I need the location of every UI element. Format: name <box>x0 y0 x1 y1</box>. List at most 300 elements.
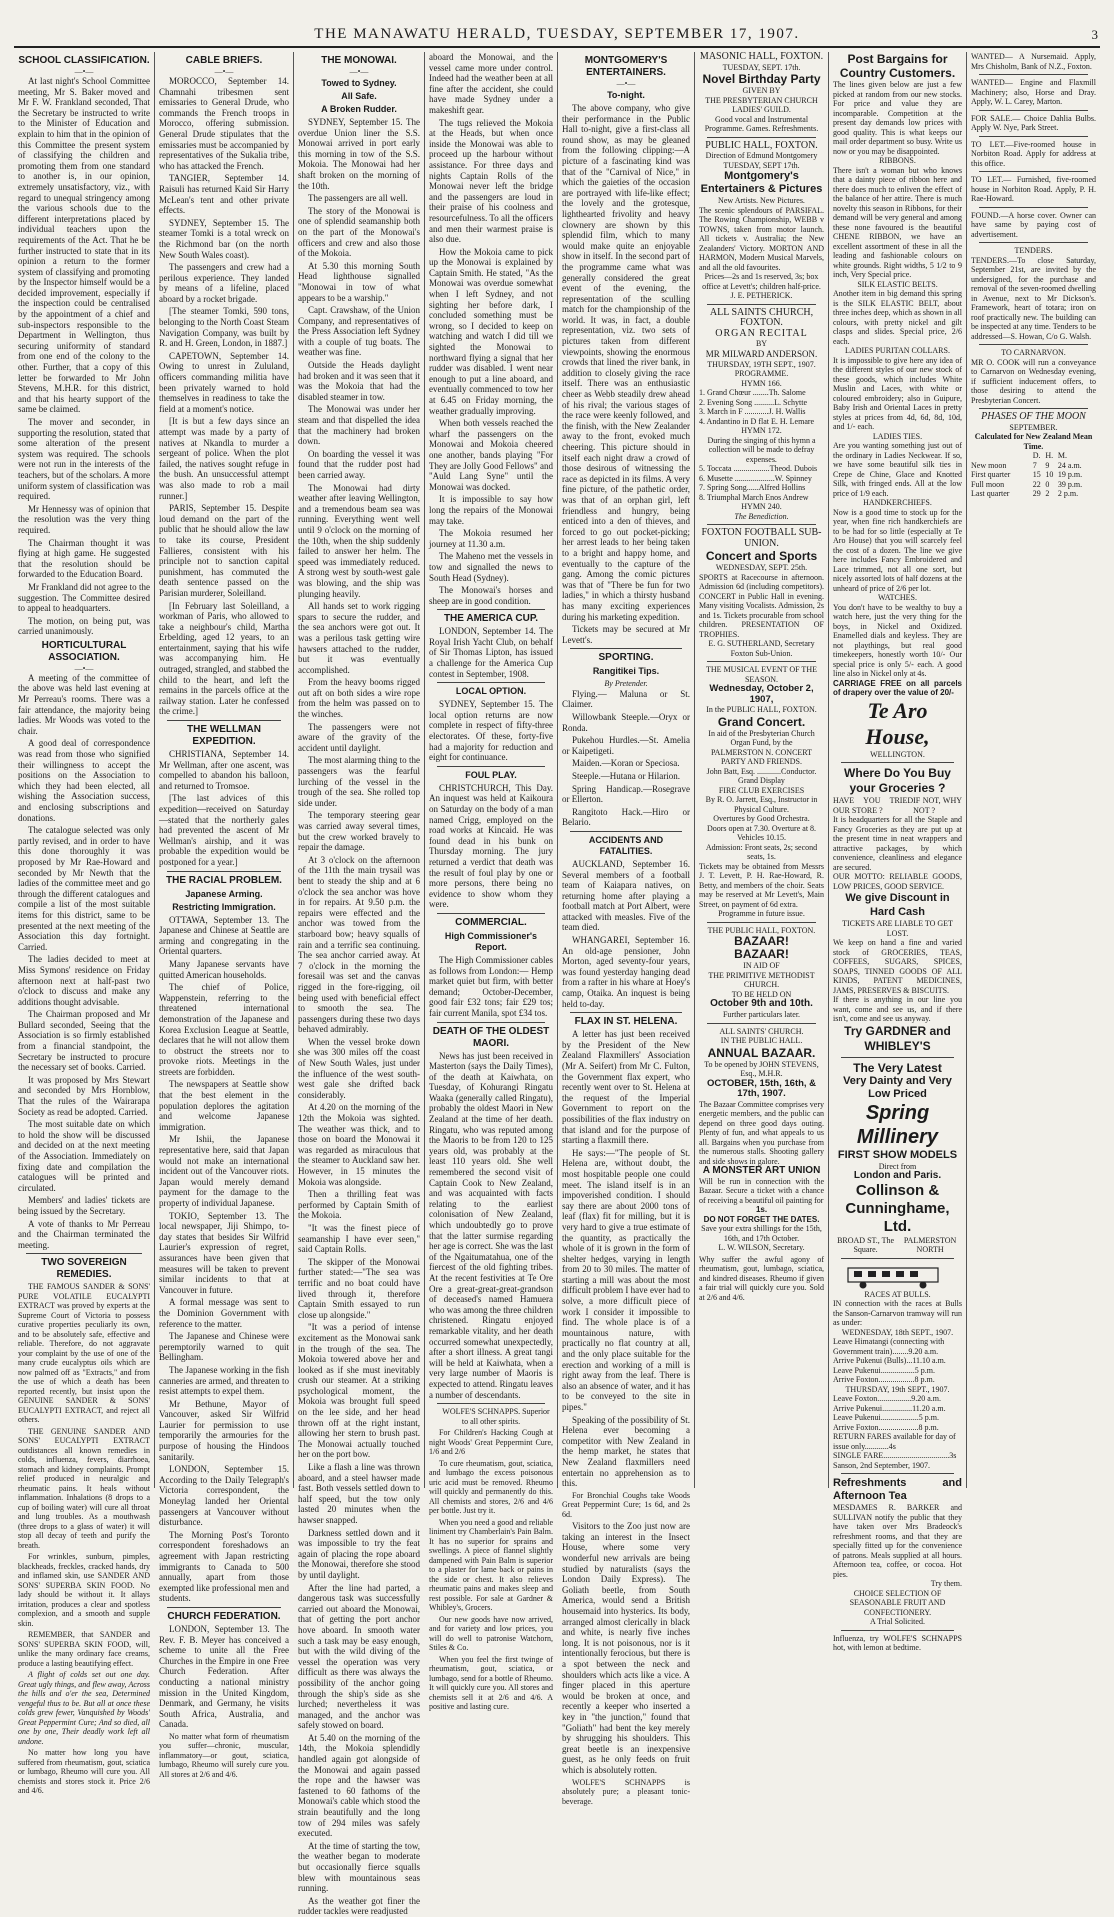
advert-text: A Trial Solicited. <box>870 1617 925 1627</box>
advert-sign: E. G. SUTHERLAND, Secretary Foxton Sub-Union. <box>708 639 815 658</box>
table-header: M. <box>1057 451 1068 461</box>
advert-text: GIVEN BY <box>742 86 781 96</box>
program-item: 4. Andantino in D flat E. H. Lemare <box>699 416 815 426</box>
advert-date: TUESDAY, SEPT. 17th. <box>722 62 801 72</box>
advert-text: In the PUBLIC HALL, FOXTON. <box>706 705 817 715</box>
advert-head: Very Dainty and Very Low Priced <box>843 1074 952 1100</box>
advert-title: THE PUBLIC HALL, FOXTON. <box>707 925 816 935</box>
classified-ad: FOUND.—A horse cover. Owner can have same by paying cost of advertisement. <box>971 210 1096 239</box>
article-text: No matter how long you have suffered from rheumatism, gout, sciatica or lumbago, Rheumo will cure you. All chemists and stores stock it. Price 2/6 and 4/6. <box>18 1748 150 1796</box>
article-text: [It is but a few days since an attempt was made by a party of natives at Nkandla to murder a sergeant of police. When the plot failed, the natives sought refuge in the bush. An unsuccessful attempt was also made to rob a mail runner.] <box>159 416 289 501</box>
advert-text: We keep on hand a fine and varied stock of GROCERIES, TEAS, COFFEES, SUGARS, SPICES, SOAPS, TINNED GOODS OF ALL KINDS, PATENT MEDICINES, JAMS, PRESERVES & BISCUITS. <box>833 938 962 995</box>
advert-date: Wednesday, October 2, 1907, <box>709 683 814 705</box>
headline: COMMERCIAL. <box>455 916 527 928</box>
article-text: The temporary steering gear was carried away several times, but the crew worked bravely to repair the damage. <box>298 810 420 853</box>
article-text: The High Commissioner cables as follows from London:— Hemp market quiet but firm, with better demand; October-December, good fair £32 tons; fair £29 tos; fair current Manila, spot £34 tos. <box>429 954 553 1018</box>
timetable-row: Leave Pukenui.................5 p.m. <box>833 1365 935 1375</box>
advert-head: Novel Birthday Party <box>702 72 821 87</box>
advert-text: OUR MOTTO: RELIABLE GOODS, LOW PRICES, GOOD SERVICE. <box>833 872 962 891</box>
advert-head: Refreshments and Afternoon Tea <box>833 1477 962 1503</box>
advert-subhead: HANDKERCHIEFS. <box>863 498 932 507</box>
program-item: 2. Evening Song ..........L. Schytte <box>699 397 807 407</box>
article-text: Many Japanese servants have quitted American households. <box>159 958 289 980</box>
advert-sign: Sanson, 2nd September, 1907. <box>833 1460 931 1470</box>
article-text: At the time of starting the tow, the weather began to moderate but occasionally fierce squalls blew with mountainous seas running. <box>298 1840 420 1894</box>
article-text: Outside the Heads daylight had broken and it was seen that it was the Mokoia that had the disabled steamer in tow. <box>298 360 420 402</box>
article-text: All hands set to work rigging spars to secure the rudder, and the sea anchors were got out. It was a perilous task getting wire hawsers attached to the rudder, but it was eventually accomplished. <box>298 601 420 675</box>
advert-head: Montgomery's Entertainers & Pictures <box>700 170 823 196</box>
advert-text: Doors open at 7.30. Overture at 8. Vehicles 10.15. <box>706 823 817 843</box>
article-text: Rangitoto Hack.—Hiro or Belario. <box>562 806 690 828</box>
column-4 <box>425 52 557 1712</box>
article-text: The Monowai had dirty weather after leaving Wellington, and a tremendous beam sea was running. Everything went well until 9 o'clock on the morning of the 10th, when the ship suddenly failed to answer her helm. The speed was immediately reduced. A strong west by south-west gale was blowing, and the ship was plunging heavily. <box>298 482 420 599</box>
advert-text: Good vocal and Instrumental Programme. Games. Refreshments. <box>704 114 819 134</box>
advert-text: Overtures by Good Orchestra. <box>713 814 810 824</box>
section-head: TO CARNARVON. <box>1001 348 1066 357</box>
advert-text: WELLINGTON. <box>870 749 925 759</box>
ornament: —•— <box>74 663 94 673</box>
table-row: Last quarter 29 2 2 p.m. <box>971 489 1079 499</box>
advert-head: We give Discount in Hard Cash <box>845 892 950 918</box>
advert-text: The Bazaar Committee comprises very energetic members, and the public can depend on three good days outing. Plenty of fun, and what appeals to us all. Bargains when you purchase from the numerous stalls. Shooting gallery and side shows in galore. <box>699 1099 824 1166</box>
advert-brand: Collinson & Cunninghame, Ltd. <box>845 1181 950 1235</box>
section-head: TENDERS. <box>1014 246 1053 255</box>
advert-text: John Batt, Esq. ............Conductor. <box>706 766 817 776</box>
masthead-title: THE MANAWATU HERALD, TUESDAY, SEPTEMBER 17, 1907. <box>314 26 800 42</box>
advert-text: Another item in big demand this spring is the SILK ELASTIC BELT, about three inches deep, which as shown in all colours, with pretty nickel and gilt clasps and slides. Special price, 2/6 each. <box>833 289 962 346</box>
advert-text: The lines given below are just a few picked at random from our new stocks. For price and value they are incomparable. Competition at the present day demands low prices with good quality. This is what keeps our mail order department so busy. Write us now or you may be disappointed. <box>833 80 962 156</box>
section-head: PHASES OF THE MOON <box>981 411 1086 422</box>
advert-date: OCTOBER, 15th, 16th, & 17th, 1907. <box>706 1077 817 1100</box>
headline: FLAX IN ST. HELENA. <box>574 1016 678 1028</box>
advert-birthday-party <box>699 52 824 134</box>
article-text: The most suitable date on which to hold the show will be discussed and decided on at the next meeting of the Association. Immediately on fixing date and compilation the catalogues will be printed and circulated. <box>18 1119 150 1193</box>
table-header: D. <box>1032 451 1041 461</box>
article-text: The newspapers at Seattle show that the best element in the population deplores the agitation and welcome Japanese immigration. <box>159 1079 289 1132</box>
timetable-row: Leave Foxton.................9.20 a.m. <box>833 1394 941 1404</box>
article-text: Maiden.—Koran or Speciosa. <box>572 758 680 769</box>
article-text: THE FAMOUS SANDER & SONS' PURE VOLATILE EUCALYPTI EXTRACT was proved by experts at the Supreme Court of Victoria to possess curative properties peculiarly its own, and to be absolutely safe, effective and reliable. Therefore, do not aggravate your complaint by the use of one of the many crude eucalyptus oils which are now palmed off as "Extracts," and from the use of which a death has been reported recently, but insist upon the GENUINE SANDER & SONS' EUCALYPTI EXTRACT, and reject all others. <box>18 1282 150 1425</box>
timetable-row: Arrive Pukenui (Bulls)...11.10 a.m. <box>833 1356 946 1366</box>
advert-text: CARRIAGE FREE on all parcels of drapery over the value of 20/- <box>833 678 962 697</box>
headline: SCHOOL CLASSIFICATION. <box>18 55 150 66</box>
advert-text: Prices—2s and 1s reserved, 3s; box office at Levett's; children half-price. <box>702 272 821 291</box>
article-text: When both vessels reached the wharf the passengers on the Monowai and Mokoia cheered one another, bands playing "For They are Jolly Good Fellows" and "Auld Lang Syne" until the Monowai was docked. <box>429 418 553 492</box>
advert-text: Direction of Edmund Montgomery TUESDAY, SEPT 17th. <box>705 151 818 170</box>
article-text: The Chairman proposed and Mr Bullard seconded, Seeing that the Association is so firmly established from a financial standpoint, the Secretary be instructed to procure the necessary set of books. Carried. <box>18 1009 150 1073</box>
article-text: The above company, who give their performance in the Public Hall to-night, give a first-class all round show, as may be gleaned from the following clipping:—A picture of a fascinating kind was that of the "Carnival of Nice," in which the gaieties of the occasion are portrayed with life-like effect; the lovely and the grotesque, lighthearted frivolity and heavy clownery are shown by this splendid film, which to many would make quite an enjoyable show in itself. In the second part of the programme came what was generally considered the great event of the evening, the representation of the sculling match for the championship of the world. It was, in fact, a double representation, viz. two sets of pictures taken from different viewpoints, showing the enormous crowds that lined the river bank, in addition to closely giving the race itself. There was an enthusiastic cheer as Webb steadily drew ahead of his rival; the various stages of the race were keenly followed, and the finish, with the New Zealander away to the front, evoked much cheering. This picture should in itself each night draw a crowd of those desirous of witnessing the race as depicted in its films. A very fine picture, of the pathetic order, was that of an orphan girl, left friendless and hungry, being enticed into a den of thieves, and forced to go out pocket-picking; her arrest leads to her being taken to a bright and happy home, and eventually to the capture of the gang. Among the comic pictures was that of "There be fun for two ladies," in which a thirsty husband has many exciting experiences during his marketing expedition. <box>562 103 690 622</box>
article-text: Capt. Crawshaw, of the Union Company, and representatives of the Press Association left Sydney with a couple of tug boats. The weather was fine. <box>298 305 420 358</box>
program-item: 7. Spring Song......Alfred Hollins <box>699 483 806 493</box>
article-text: How the Mokoia came to pick up the Monowai is explained by Captain Smith. He stated, "As the Monowai was overdue somewhat when I left Sydney, and not sighting her before dark, I concluded something must be wrong, so I decided to keep on watching and watch I did till we sighted the Monowai to northward flying a signal that her rudder was disabled. I went near enough to put a line aboard, and eventually commenced to tow her at 6.45 on Friday morning, the weather gradually improving. <box>429 246 553 416</box>
column-1 <box>14 52 154 1796</box>
advert-text: For Bronchial Coughs take Woods Great Peppermint Cure; 1s 6d, and 2s 6d. <box>562 1490 690 1519</box>
table-header: H. <box>1045 451 1054 461</box>
program-item: HYMN 240. <box>741 502 782 512</box>
advert-subhead: SILK ELASTIC BELTS. <box>857 279 938 289</box>
classified-ad: FOR SALE.— Choice Dahlia Bulbs. Apply W. Nye, Park Street. <box>971 113 1096 132</box>
article-text: News has just been received in Masterton (says the Daily Times), of the death at Kaiwhata, on Tuesday, of Kohurangi Ringatu Waaka (generally called Ringatu), probably the oldest Maori in New Zealand at the time of her death. Ringatu, who was reputed among the Maoris to be from 120 to 125 years old, was probably at the least 110 years old. She well remembered the second visit of Captain Cook to New Zealand, and was acquainted with facts relating to the earliest colonisation of New Zealand, which undoubtedly go to prove that the latter surmise regarding her age is correct. She was the last of the Ngaitumatahua, one of the fiercest of the old fighting tribes. At the recent festivities at Te Ore Ore a great-great-great-grandson of deceased's named Hamuera who was among the three children christened. Ringatu enjoyed remarkable vitality, and her death occurred somewhat unexpectedly, after a short illness. A great tangi will be held at Kaiwhata, when a very large number of Maoris is expected to attend. Ringatu leaves a number of descendants. <box>429 1050 553 1400</box>
advert-text: TO BE HELD ON <box>731 989 792 999</box>
article-text: SYDNEY, September 15. The steamer Tomki is a total wreck on the Richmond bar (on the north New South Wales coast). <box>159 217 289 260</box>
advert-text: Save your extra shillings for the 15th, 16th, and 17th October. <box>701 1224 822 1243</box>
article-text: CHRISTIANA, September 14. Mr Wellman, after one ascent, was compelled to abandon his balloon, and returned to Tromsoe. <box>159 749 289 791</box>
advert-date: THURSDAY, 19th SEPT., 1907. <box>845 1384 950 1394</box>
article-text: MOROCCO, September 14. Chamnahi tribesmen sent emissaries to General Drude, who commands the French troops in Morocco, offering submission. General Drude stipulates that the emissaries must be accompanied by representatives of the Sukalia tribe, who has attacked the French. <box>159 76 289 171</box>
advert-text: Further particulars later. <box>722 1010 801 1020</box>
headline: FOUL PLAY. <box>465 769 517 780</box>
headline: THE RACIAL PROBLEM. <box>166 874 282 886</box>
advert-text: It is impossible to give here any idea of the different styles of our new stock of these goods, which includes White Muslin and Laces, with white or coloured embroidery; also in Guipure, Baby Irish and Oriental Laces in pretty styles at prices from 4d, 6d, 8d, 10d, and 1/- each. <box>833 355 962 431</box>
ornament: —•— <box>74 67 94 76</box>
advert-text: DO NOT FORGET THE DATES. <box>703 1214 820 1224</box>
article-text: LONDON, September 14. The Royal Irish Yacht Club, on behalf of Sir Thomas Lipton, has issued a challenge for the America Cup contest in September, 1908. <box>429 626 553 679</box>
headline: ACCIDENTS AND FATALITIES. <box>588 834 664 856</box>
article-text: CAPETOWN, September 14. Owing to unrest in Zululand, officers commanding militia have been privately warned to hold themselves in readiness to take the field at a moment's notice. <box>159 350 289 414</box>
subheadline: Restricting Immigration. <box>172 901 276 912</box>
headline: THE MONOWAI. <box>321 55 397 66</box>
advert-text: IN AID OF <box>743 961 780 971</box>
advert-text: FIRE CLUB EXERCISES <box>718 785 805 795</box>
advert-text: Programme in future issue. <box>718 909 805 919</box>
article-text: The most alarming thing to the passengers was the fearful lurching of the vessel in the trough of the sea. She rolled top side under. <box>298 755 420 808</box>
advert-head: Grand Concert. <box>717 714 806 729</box>
article-text: On boarding the vessel it was found that the rudder post had been carried away. <box>298 448 420 480</box>
advert-head: Where Do You Buy your Groceries ? <box>844 766 951 795</box>
program-item: During the singing of this hymn a collection will be made to defray expenses. <box>707 435 816 464</box>
classified-ad: WANTED— Engine and Flaxmill Machinery; also, Horse and Dray. Apply, W. L. Carey, Marton. <box>971 78 1096 106</box>
article-text: THE GENUINE SANDER AND SONS' EUCALYPTI EXTRACT outdistances all known remedies in colds, influenza, fevers, diarrhoea, stomach and kidney complaints. Prompt relief produced in neuralgic and rheumatic pains. It heals without inflammation. Inhalations (8 drops to a cup of boiling water) will cure all throat and lung troubles. As a mouthwash (three drops to a glass of water) it will stop all decay of teeth and purify the breath. <box>18 1426 150 1550</box>
article-text: AUCKLAND, September 16. Several members of a football team of Kaiapara natives, on returning home after playing a football match at Port Albert, were attacked with measles. Five of the team died. <box>562 858 690 933</box>
article-text: It was proposed by Mrs Stewart and seconded by Mrs Hornblow, That the rules of the Wairarapa Society as read be adopted. Carried. <box>18 1074 150 1117</box>
headline: MONTGOMERY'S ENTERTAINERS. <box>584 55 668 78</box>
article-text: Pukehou Hurdles.—St. Amelia or Kaipetigeti. <box>562 735 690 756</box>
advert-text: TICKETS ARE LIABLE TO GET LOST. <box>842 919 953 938</box>
program-item: 6. Musette ....................W. Spinney <box>699 473 812 483</box>
table-row: First quarter 15 10 19 p.m. <box>971 470 1083 480</box>
advert-subhead: LADIES PURITAN COLLARS. <box>845 346 950 355</box>
article-text: SYDNEY, September 15. The overdue Union liner the S.S. Monowai arrived in port early this morning in tow of the S.S. Mokoia. The Monowai had her shaft broken on the morning of the 10th. <box>298 117 420 191</box>
article-text: aboard the Monowai, and the vessel came more under control. Indeed had the weather been at all fine after the accident, she could have made Sydney under a makeshift gear. <box>429 52 553 115</box>
table-header <box>971 451 1033 461</box>
article-text: At 3 o'clock on the afternoon of the 11th the main trysail was bent to steady the ship and at 6 o'clock the sea anchor was hove in for repairs. At 9.50 p.m. the repairs were effected and the anchor was towed from the starboard bow; heavy squalls of rain and a terrific sea continuing. The sea anchor carried away. At 7 o'clock in the morning the foresail was set and the canvas rigged in the fore-rigging, oil being used with beneficial effect to smooth the sea. The passengers during these two days behaved admirably. <box>298 854 420 1035</box>
article-text: A meeting of the committee of the above was held last evening at Mr Perreau's rooms. There was a fair attendance, the majority being ladies. Mr Woods was voted to the chair. <box>18 672 150 736</box>
headline: TWO SOVEREIGN REMEDIES. <box>41 1257 127 1281</box>
advert-text: BY <box>755 339 768 349</box>
article-text: As the weather got finer the rudder tackles were readjusted <box>298 1895 420 1917</box>
advert-text: To be opened by JOHN STEVENS, Esq., M.H.R. <box>704 1059 819 1079</box>
subheadline: Rangitikei Tips. <box>592 666 660 677</box>
advert-date: WEDNESDAY, SEPT. 25th. <box>715 563 808 573</box>
advert-text: For Children's Hacking Cough at night Woods' Great Peppermint Cure, 1/6 and 2/6 <box>429 1428 553 1457</box>
ornament: —•— <box>349 67 369 76</box>
advert-text: SINGLE FARE.................................3s <box>833 1451 957 1461</box>
article-text: SYDNEY, September 15. The local option returns are now complete in respect of fifty-three electorates. Of these, forty-five had a majority for reduction and eight for continuance. <box>429 699 553 763</box>
advert-subhead: WATCHES. <box>878 593 917 602</box>
article-text: The ladies decided to meet at Miss Symons' residence on Friday afternoon next at half-past two o'clock to discuss and make any additions thought advisable. <box>18 954 150 1007</box>
headline: DEATH OF THE OLDEST MAORI. <box>432 1025 550 1049</box>
advert-text: PALMERSTON NORTH <box>903 1235 957 1255</box>
advert-date: October 9th and 10th. <box>710 998 813 1010</box>
advert-text: MESDAMES R. BARKER and SULLIVAN notify the public that they have taken over Mrs Bradeock's refreshment rooms, and that they are specially fitted up for the convenience of patrons. Meals supplied at all hours. Afternoon tea, coffee, or cocoa. Hot pies. <box>833 1503 962 1579</box>
article-text: The Monowai was under her steam and that dispelled the idea that the machinery had broken down. <box>298 404 420 447</box>
headline: THE WELLMAN EXPEDITION. <box>187 724 261 748</box>
advert-text: SPORTS at Racecourse in afternoon. Admission 6d (including competitors). CONCERT in Public Hall in evening. Many visiting Vocalists. Admission, 2s and 1s. Tickets procurable from school children. PRESENTATION OF TROPHIES. <box>699 572 824 639</box>
article-text: Tickets may be secured at Mr Levett's. <box>562 624 690 645</box>
advert-head: The Very Latest <box>853 1060 942 1075</box>
masthead <box>14 20 1100 48</box>
advert-subhead: RIBBONS. <box>879 156 916 165</box>
headline: CABLE BRIEFS. <box>185 55 263 66</box>
article-text: A flight of colds set out one day. Great ugly things, and flew away, Across the hills and o'er the sea, Determined vengeful thus to be. But all at once these colds grew fewer, Vanquished by Woods' Great Peppermint Cure; And so died, all one by one, Their deadly work left all undone. <box>18 1670 150 1746</box>
advert-text: There isn't a woman but who knows that a dainty piece of ribbon here and there does much to enliven the effect of the balance of her attire. There is much novelty this season in Ribbons, for their demand will be very general and among these none favoured is the beautiful CHENE RIBBON, we have an excellent assortment of these in all the leading and fashionable colours on white grounds. Right widths, 5 1/2 to 9 inch, Very Special price. <box>833 165 962 279</box>
advert-text: Are you wanting something just out of the ordinary in Ladies Neckwear. If so, we have some beautiful silk ties in Crepe de Chine, Glace and Knotted Silk, with fringed ends. All at the low price of 1/9 each. <box>833 441 962 498</box>
program-item: The Benediction. <box>734 511 789 521</box>
ornament: —•— <box>214 67 234 76</box>
advert-head: Post Bargains for Country Customers. <box>839 52 956 80</box>
advert-text: IF NOT, WHY NOT ? <box>913 796 962 815</box>
article-text: The motion, on being put, was carried unanimously. <box>18 615 150 637</box>
article-text: "It was a period of intense excitement as the Monowai sank in the trough of the sea. The Mokoia towered above her and looked as if she must inevitably crush our steamer. At a striking psychological moment, the Mokoia was brought full speed on the lee side, and her head thrown off at the right instant, allowing her stern to brush past. The Monowai actually touched her on the port bow. <box>298 1322 420 1460</box>
article-text: The tugs relieved the Mokoia at the Heads, but when once inside the Monowai was able to proceed up the harbour without assistance. For three days and nights Captain Rolls of the Monowai never left the bridge and the passengers are loud in their praise of his coolness and resourcefulness. To all the officers and men their warmest praise is also due. <box>429 117 553 245</box>
advert-montgomery <box>699 141 824 301</box>
subheadline: To-night. <box>607 90 645 100</box>
article-text: Steeple.—Hutana or Hilarion. <box>572 770 680 781</box>
article-text: The Japanese and Chinese were peremptorily warned to quit Bellingham. <box>159 1331 289 1363</box>
article-text: No matter what form of rheumatism you suffer—chronic, muscular, inflammatory—or gout, sciatica, lumbago, Rheumo will surely cure you. All stores at 2/6 and 4/6. <box>159 1731 289 1779</box>
advert-head: ORGAN RECITAL <box>715 327 808 339</box>
column-8 <box>967 52 1100 1488</box>
article-text: Mr Hennessy was of opinion that the resolution was the very thing required. <box>18 503 150 535</box>
timetable-row: Arrive Pukenui...............11.20 a.m. <box>833 1403 946 1413</box>
column-7 <box>829 52 966 1653</box>
article-text: Then a thrilling feat was performed by Captain Smith of the Mokoia. <box>298 1189 420 1221</box>
table-row: Full moon 22 0 39 p.m. <box>971 479 1083 489</box>
article-text: Mr Bethune, Mayor of Vancouver, asked Sir Wilfrid Laurier for permission to use temporarily the armouries for the purpose of housing the Hindoos sanitarily. <box>159 1398 289 1462</box>
article-text: CHRISTCHURCH, This Day. An inquest was held at Kaikoura on Saturday on the body of a man named Crigg, employed on the road works at Kincaid. He was found dead in his bunk on Thursday morning. The jury returned a verdict that death was the result of foul play by one or more persons, there being no evidence to show whom they were. <box>429 782 553 910</box>
advert-subhead: LADIES TIES. <box>872 431 923 441</box>
headline: THE AMERICA CUP. <box>443 613 539 625</box>
article-text: At 5.40 on the morning of the 14th, the Mokoia splendidly handled again got alongside of the Monowai and again passed the rope and the hawser was fastened to 60 fathoms of the Monowai's cable which stood the strain beautifully and the long tow of 294 miles was safely executed. <box>298 1732 420 1839</box>
subheadline: A Broken Rudder. <box>321 104 397 114</box>
article-text: The Japanese working in the fish canneries are armed, and threaten to resist attempts to expel them. <box>159 1364 289 1397</box>
advert-concert-sports <box>699 528 824 658</box>
article-text: The passengers were not aware of the gravity of the accident until daylight. <box>298 721 420 753</box>
advert-sign: J. E. PETHERICK. <box>730 291 793 301</box>
advert-text: If there is anything in our line you want, come and see us, and if there isn't, come and see us anyway. <box>833 995 962 1023</box>
article-text: At 5.30 this morning South Head lighthouse signalled "Monowai in tow of what appears to be a warship." <box>298 260 420 303</box>
classified-ad: TO LET.—Five-roomed house in Norbiton Road. Apply for address at this office. <box>971 139 1096 168</box>
advert-text: You don't have to be wealthy to buy a watch here, just the very thing for the boys, in Nickel and Oxidized. Enamelled dials and keyless. They are not playthings, but real good timekeepers, honestly worth 10/- Our special price is only 5/- each. A good line also in Nickel only at 4s. <box>833 602 962 678</box>
advert-head: CHOICE SELECTION OF SEASONABLE FRUIT AND CONFECTIONERY. <box>849 1588 946 1617</box>
article-text: A vote of thanks to Mr Perreau and the Chairman terminated the meeting. <box>18 1218 150 1250</box>
article-text: TOKIO, September 13. The local newspaper, Jiji Shimpo, to-day states that besides Sir Wilfrid Laurier's expression of regret, assurances have been given that measures will be taken to prevent similar incidents to that at Vancouver in future. <box>159 1210 289 1295</box>
advert-organ-recital <box>699 308 824 521</box>
article-text: The Monowai's horses and sheep are in good condition. <box>429 585 553 606</box>
article-text: LONDON, September 15. According to the Daily Telegraph's Victoria correspondent, the Moneylag landed her Oriental passengers at Vancouver without disturbance. <box>159 1464 289 1528</box>
article-text: Speaking of the possibility of St. Helena ever becoming a competitor with New Zealand in the hemp market, he states that New Zealand flaxmillers need entertain no apprehension as to this. <box>562 1414 690 1489</box>
article-text: Spring Handicap.—Rosegrave or Ellerton. <box>562 783 690 805</box>
program-item: HYMN 172. <box>741 426 782 436</box>
advert-text: The scenic splendours of PARSIFAL. The Rowing Championship, WEBB v TOWNS, taken from motor launch. All tickets v. Australia; the New Zealanders' Victory. MORTON AND HARMON, Modern Musical Marvels, and all the old favourites. <box>699 205 824 272</box>
article-text: The skipper of the Monowai further stated:—"The sea was terrific and no boat could have lived through it, therefore Captain Smith essayed to run close up alongside." <box>298 1256 420 1320</box>
article-text: The passengers and crew had a perilous experience. They landed by means of a lifeline, placed aboard by a rocket brigade. <box>159 262 289 304</box>
subheadline: Japanese Arming. <box>185 888 263 899</box>
advert-head: BAZAAR! <box>734 947 789 962</box>
advert-text: WOLFE'S SCHNAPPS. Superior to all other spirits. <box>442 1407 550 1426</box>
advert-text: MR MILWARD ANDERSON. <box>705 348 818 359</box>
article-text: The Maheno met the vessels in tow and signalled the news to South Head (Sydney). <box>429 551 553 583</box>
column-3 <box>294 52 424 1917</box>
advert-bazaar <box>699 926 824 1020</box>
advert-text: By R. O. Jarrett, Esq., Instructor in Physical Culture. <box>705 795 818 814</box>
article-text: WHANGAREI, September 16. An old-age pensioner, John Morton, aged seventy-four years, was found yesterday hanging dead from a rafter in his whare at Hoey's camp, Otaika. An inquest is being held to-day. <box>562 935 690 1009</box>
article-text: REMEMBER, that SANDER and SONS' SUPERBA SKIN FOOD, will, unlike the many ordinary face creams, produce a lasting beautifying effect. <box>18 1630 150 1668</box>
advert-millinery <box>833 1061 962 1255</box>
advert-text: Now is a good time to stock up for the year, when fine rich handkerchiefs are to be had for so little (especially at Te Aro House) that you will scarcely feel the cost of a dozen. The line we give here includes Fancy Embroidered and Lace trimmed, not all one sort, but nicely assorted lots of half dozens at the unheard of price of 2/6 per lot. <box>833 507 962 593</box>
advert-title: PUBLIC HALL, FOXTON. <box>705 139 818 151</box>
advert-text: THE PRESBYTERIAN CHURCH LADIES' GUILD. <box>705 95 818 115</box>
advert-text: WOLFE'S SCHNAPPS is absolutely pure; a pleasant tonic-beverage. <box>562 1777 690 1806</box>
program-item: 3. March in F ............J. H. Wallis <box>699 407 806 417</box>
advert-text: It is headquarters for all the Staple and Fancy Groceries as they are put up at the present time in neat wrappers and attractive packages, by which convenience, cleanliness and elegance are secured. <box>833 815 962 872</box>
classified-ad: MR O. COOK will run a conveyance to Carnarvon on Wednesday evening, if sufficient inducement offers, to those desiring to attend the Presbyterian Concert. <box>971 357 1096 405</box>
article-text: Members' and ladies' tickets are being issued by the Secretary. <box>18 1195 150 1216</box>
column-6 <box>695 52 828 1488</box>
advert-title: MASONIC HALL, FOXTON. <box>699 51 824 62</box>
article-text: The Chairman thought it was flying at high game. He suggested that the resolution should be forwarded to the Education Board. <box>18 537 150 580</box>
advert-text: THE MUSICAL EVENT OF THE SEASON. <box>706 665 817 684</box>
article-text: The passengers are all well. <box>308 193 408 204</box>
article-text: "It was the finest piece of seamanship I have ever seen," said Captain Rolls. <box>298 1222 420 1255</box>
advert-brand: Try GARDNER and WHIBLEY'S <box>844 1023 951 1053</box>
article-text: LONDON, September 13. The Rev. F. B. Meyer has conceived a scheme to unite all the Free Churches in the Empire in one Free Church Federation. After conducting a national ministry mission in the United Kingdom, Denmark, and Germany, he visits South Africa, Australia, and Canada. <box>159 1623 289 1730</box>
advert-text: BROAD ST., The Square. <box>837 1235 895 1255</box>
advert-head: FIRST SHOW MODELS <box>837 1148 958 1161</box>
advert-text: RETURN FARES available for day of issue only............4s <box>833 1432 956 1451</box>
advert-brand: Te Aro House, <box>865 697 930 749</box>
advert-text: London and Paris. <box>853 1170 942 1181</box>
program-item: HYMN 166. <box>741 378 782 388</box>
article-text: The mover and seconder, in supporting the resolution, stated that some alteration of the present system was required. The schools were not run in the interests of the teachers, but of the scholars. A more uniform system of classification was required. <box>18 417 150 502</box>
moon-table <box>971 451 1096 499</box>
advert-text: Will be run in connection with the Bazaar. Secure a ticket with a chance of receiving a beautiful oil painting for <box>699 1176 824 1205</box>
article-text: The chief of Police, Wappenstein, referring to the threatened international demonstration of the Japanese and Korea Exclusion League at Seattle, declares that he will not allow them to obstruct the streets nor to provoke riots. Meetings in the streets are forbidden. <box>159 982 289 1077</box>
article-text: [In February last Soleilland, a workman of Paris, who allowed to take a neighbour's child, Martha Erbelding, aged 12 years, to an entertainment, saying that his wife was accompanying him. He outraged, strangled, and stabbed the child to the heart, and left the remains in the parcels office at the railway station. Later he confessed the crime.] <box>159 600 289 717</box>
table-row: New moon 7 9 24 a.m. <box>971 460 1082 470</box>
advert-text: Admission: Front seats, 2s; second seats, 1s. <box>705 842 818 862</box>
headline: LOCAL OPTION. <box>455 686 527 697</box>
article-text: Flying.— Maluna or St. Claimer. <box>562 688 690 710</box>
article-text: For wrinkles, sunburn, pimples, blackheads, freckles, cracked hands, dry and inflamed skin, use SANDER AND SONS' SUPERBA SKIN FOOD. No lady should be without it. It allays irritation, produces a clear and spotless complexion, and a smooth and supple skin. <box>18 1552 150 1628</box>
headline: HORTICULTURAL ASSOCIATION. <box>41 639 127 663</box>
advert-text: PALMERSTON N. CONCERT PARTY AND FRIENDS. <box>710 747 813 767</box>
classified-ad: TO LET.— Furnished, five-roomed house in Norbiton Road. Apply, P. H. Rae-Howard. <box>971 175 1096 203</box>
headline: SPORTING. <box>598 652 654 664</box>
article-text: A letter has just been received by the President of the New Zealand Flaxmillers' Association (Mr A. Seifert) from Mr C. Fulton, the Government flax expert, who recently went over to St. Helena at the request of the Imperial Government to report on the possibilities of the flax industry on that island and for the purpose of starting a flaxmill there. <box>562 1029 690 1146</box>
article-text: Mr Ishii, the Japanese representative here, said that Japan would not make an international incident out of the Vancouver riots. Japan would merely demand payment for the damage to the property of individual Japanese. <box>159 1134 289 1208</box>
section-subhead: SEPTEMBER. <box>1009 422 1058 432</box>
advert-races-bulls <box>833 1262 962 1471</box>
advert-text: THE PRIMITIVE METHODIST CHURCH. <box>708 970 815 990</box>
advert-head: RACES AT BULLS. <box>864 1289 931 1299</box>
advert-grand-concert <box>699 665 824 919</box>
program-item: 8. Triumphal March Enos Andrew <box>699 492 809 502</box>
article-text: A formal message was sent to the Dominion Government with reference to the matter. <box>159 1297 289 1329</box>
advert-text: Grand Display <box>738 776 785 786</box>
advert-text: When you feel the first twinge of rheumatism, gout, sciatica, or lumbago, send for a bottle of Rheumo. It will quickly cure you. All stores and chemists sell it at 2/6 and 4/6. A positive and lasting cure. <box>429 1654 553 1712</box>
timetable-row: Arrive Foxton....................8 p.m. <box>833 1422 939 1432</box>
program-item: 5. Toccata ..................Theod. Dubois <box>699 464 818 474</box>
advert-text: To cure rheumatism, gout, sciatica, and lumbago the excess poisonous uric acid must be removed. Rheumo will quickly and permanently do this. All chemists and stores, 2/6 and 4/6 per bottle. Just try it. <box>429 1458 553 1516</box>
article-text: OTTAWA, September 13. The Japanese and Chinese at Seattle are arming and congregating in the Oriental quarters. <box>159 914 289 957</box>
subheadline: All Safe. <box>341 91 377 101</box>
column-2 <box>155 52 293 1779</box>
article-text: TANGIER, September 14. Raisuli has returned Kaid Sir Harry McLean's tent and other private effects. <box>159 173 289 216</box>
advert-head: Concert and Sports <box>705 549 818 564</box>
column-5 <box>558 52 694 1806</box>
article-text: Willowbank Steeple.—Oryx or Ronda. <box>562 711 690 733</box>
tram-icon <box>838 1262 958 1290</box>
article-text: The Morning Post's Toronto correspondent foreshadows an agreement with Japan restricting immigrants to Canada to 500 annually, apart from those exempted like professional men and students. <box>159 1529 289 1604</box>
article-text: Visitors to the Zoo just now are taking an interest in the Insect House, where some very wonderful new arrivals are being studied by naturalists (says the London Daily Express). The Goliath beetle, from South America, would send a British housemaid into hysterics. Its body, arranged almost clerically in black and white, is nearly five inches long. It is not poisonous, nor is it intentionally ferocious, but there is a spot between the neck and shoulders which acts like a vice. A finger placed in this aperture would be broken at once, and recently a keeper who inserted a key in "the junction," found that "Goliath" had bent the key merely by shrugging his shoulders. This great beetle is an inexpensive guest, as he only feeds on fruit which is absolutely rotten. <box>562 1521 690 1775</box>
advert-text: Direct from <box>878 1161 917 1171</box>
program-item: 1. Grand Chœur ........Th. Salome <box>699 388 806 398</box>
advert-text: HAVE YOU TRIED OUR STORE ? <box>833 796 914 815</box>
advert-text: Tickets may be obtained from Messrs J. T. Levett, P. H. Rae-Howard, R. Betty, and members of the choir. Seats may be reserved at Mr Levett's, Main Street, on payment of 6d extra. <box>699 861 824 909</box>
article-text: At 4.20 on the morning of the 12th the Mokoia was sighted. The weather was thick, and to those on board the Monowai it was regarded as miraculous that the steamer to Auckland saw her. However, in 15 minutes the Mokoia was alongside. <box>298 1102 420 1187</box>
article-text: The catalogue selected was only partly revised, and in order to have this done thoroughly it was proposed by Mr Rae-Howard and seconded by Mr Newth that the ladies of the committee meet and go through the different catalogues and compile a list of the most suitable items for this district, same to be presented at the next meeting of the Association this day fortnight. Carried. <box>18 825 150 952</box>
advert-sign: L. W. WILSON, Secretary. <box>718 1243 805 1253</box>
article-text: After the line had parted, a dangerous task was successfully carried out aboard the Monowai, that of getting the port anchor hove aboard. In smooth water such a task may be easy enough, but with the wild diving of the vessel the operation was very difficult as there was always the possibility of the anchor going through the ship's side as she lurched; nevertheless it was managed, and the anchor was safely stowed on board. <box>298 1582 420 1731</box>
subheadline: High Commissioner's Report. <box>444 930 538 952</box>
article-text: Mr Frankland did not agree to the suggestion. The Committee desired to appeal to headquarters. <box>18 581 150 614</box>
subheadline: Towed to Sydney. <box>321 78 397 88</box>
advert-sign: Try them. <box>930 1579 962 1589</box>
timetable-row: Leave Pukenui...................5 p.m. <box>833 1413 939 1423</box>
article-text: At last night's School Committee meeting, Mr S. Baker moved and Mr F. W. Frankland seconded, That the Secretary be instructed to write to the Minister of Education and explain to him that in the opinion of this Committee the present system of classifying the children and promoting them from one standard to another is, in our opinion, extremely unsatisfactory, viz., with regard to unequal stringency among the various schools due to the different interpretations placed by individual teachers upon the requirements of the Act. That he be further instructed to state that in its opinion a return to the former system of classifying and promoting by the Inspector himself would be a decided improvement, especially if the inspection could be centralised by the appointment of a chief and sub-inspectors responsible to the Department in Wellington, thus securing uniformity of standard from one end of the colony to the other. Further, that a copy of this letter be forwarded to Mr John Stevens, M.H.R. for this district, and that his hearty support of the same be claimed. <box>18 76 150 415</box>
article-text: Darkness settled down and it was impossible to try the feat again of placing the rope aboard the Monowai, therefore she stood by until daylight. <box>298 1527 420 1580</box>
advert-text: Influenza, try WOLFE'S SCHNAPPS hot, with lemon at bedtime. <box>833 1633 962 1653</box>
advert-price: 1s. <box>755 1205 768 1215</box>
advert-text: Why suffer the awful agony of rheumatism, gout, lumbago, sciatica, and kindred diseases. Rheumo if given a fair trial will quickly cure you. Sold at 2/6 and 4/6. <box>699 1254 824 1302</box>
advert-head: A MONSTER ART UNION <box>702 1165 821 1177</box>
article-text: PARIS, September 15. Despite loud demand on the part of the public that he should allow the law to take its course, President Fallieres, consistent with his principle not to sanction capital punishment, has commuted the death sentence passed on the Parisian murderer, Soleilland. <box>159 503 289 598</box>
classified-ad: TENDERS.—To close Saturday, September 21st, are invited by the undersigned, for the purchase and removal of the seven-roomed dwelling in Avenue, next to Mr Dickson's. Framework, heart of totara; iron on roof practically new. The building can be inspected at any time. Tenders to be addressed—S. Howan, C/o G. Walsh. <box>971 255 1096 341</box>
advert-annual-bazaar <box>699 1027 824 1253</box>
article-text: The story of the Monowai is one of splendid seamanship both on the part of the Monowai's officers and crew and also those of the Mokoia. <box>298 205 420 259</box>
advert-date: THURSDAY, 19TH SEPT., 1907. <box>707 359 816 369</box>
advert-title: ALL SAINTS CHURCH, FOXTON. <box>709 306 814 329</box>
article-text: He says:—"The people of St. Helena are, without doubt, the most hospitable people one could meet. The island itself is in an impoverished condition. I should say there are about 2000 tons of leaf (flax) fit for milling, but it is very hard to give a true estimate of the quantity, as practically the whole of it is grown in the form of shelter hedges, varying in length from 20 to 30 miles. The matter of starting a mill was about the most difficult problem I have ever had to solve, a more difficult piece of work I consider it impossible to find. The whole place is of a mountainous nature, with practically no flat country at all, and the only place suitable for the erection and working of a mill is right away from the leaf. There is also an absence of water, and it has to be conveyed to the site in pipes." <box>562 1147 690 1412</box>
page-number: 3 <box>1091 27 1098 42</box>
article-text: [The steamer Tomki, 590 tons, belonging to the North Coast Steam Navigation Company, was built by R. and H. Green, London, in 1887.] <box>159 306 289 349</box>
advert-head: Spring Millinery <box>856 1101 939 1148</box>
article-text: It is impossible to say how long the repairs of the Monowai may take. <box>429 494 553 526</box>
advert-text: PROGRAMME. <box>734 369 789 379</box>
advert-head: BAZAAR! <box>734 934 789 949</box>
article-text: Like a flash a line was thrown aboard, and a steel hawser made fast. Both vessels settled down to half speed, but the tow only lasted 20 minutes when the hawser snapped. <box>298 1462 420 1525</box>
article-text: [The last advices of this expedition—received on Saturday—stated that the northerly gales had prevented the ascent of Mr Wellman's airship, and it was probable the expedition would be postponed for a year.] <box>159 793 289 867</box>
advert-text: IN THE PUBLIC HALL. <box>720 1036 803 1046</box>
advert-head: ANNUAL BAZAAR. <box>707 1045 816 1060</box>
ornament: —•— <box>616 79 636 88</box>
article-text: A good deal of correspondence was read from those who signified their willingness to accept the positions on the Association to which they had been elected, all wishing the Association success, and enclosing subscriptions and donations. <box>18 738 150 823</box>
advert-text: Our new goods have now arrived, and for variety and low prices, you will do well to patronise Watchorn, Stiles & Co. <box>429 1614 553 1653</box>
advert-title: ALL SAINTS' CHURCH. <box>719 1026 804 1036</box>
byline: By Pretender. <box>604 679 648 689</box>
article-text: The Mokoia resumed her journey at 11.30 a.m. <box>429 528 553 549</box>
